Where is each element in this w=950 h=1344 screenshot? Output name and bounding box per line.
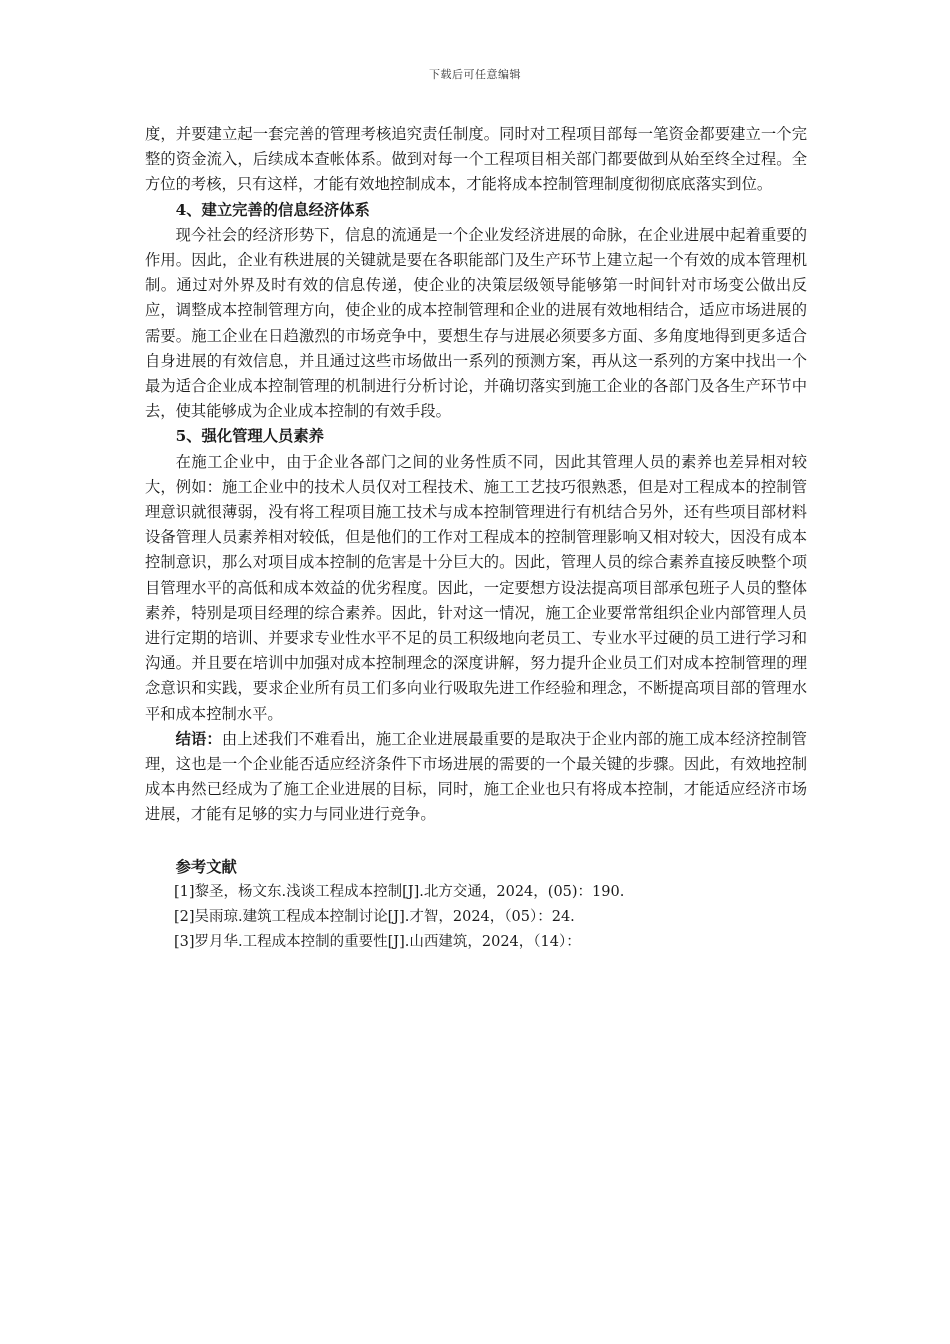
section-4-paragraph: 现今社会的经济形势下，信息的流通是一个企业发经济进展的命脉，在企业进展中起着重要的作用。因此，企业有秩进展的关键就是要在各职能部门及生产环节上建立起一个有效的成本管理机制。通过对外界及时有效的信息传递，使企业的决策层级领导能够第一时间针对市场变公做出反应，调整成本控制管理方向，使企业的成本控制管理和企业的进展有效地相结合，适应市场进展的需要。施工企业在日趋激烈的市场竞争中，要想生存与进展必须要多方面、多角度地得到更多适合自身进展的有效信息，并且通过这些市场做出一系列的预测方案，再从这一系列的方案中找出一个最为适合企业成本控制管理的机制进行分析讨论，并确切落实到施工企业的各部门及各生产环节中去，使其能够成为企业成本控制的有效手段。 (145, 225, 807, 421)
references-title: 参考文献 (175, 857, 237, 876)
continued-paragraph: 度，并要建立起一套完善的管理考核追究责任制度。同时对工程项目部每一笔资金都要建立一个完整的资金流入，后续成本查帐体系。做到对每一个工程项目相关部门都要做到从始至终全过程。全方位的考核，只有这样，才能有效地控制成本，才能将成本控制管理制度彻彻底底落实到位。 (145, 125, 807, 194)
reference-item: [1]黎圣，杨文东.浅谈工程成本控制[J].北方交通，2024，(05)：190. (174, 883, 625, 900)
reference-item: [2]吴雨琼.建筑工程成本控制讨论[J].才智，2024，（05）：24. (174, 909, 575, 926)
reference-item: [3]罗月华.工程成本控制的重要性[J].山西建筑，2024，（14）： (174, 934, 581, 951)
section-4-heading: 4、建立完善的信息经济体系 (175, 200, 370, 219)
conclusion-lead: 结语： (175, 729, 222, 748)
references-section (145, 855, 807, 956)
document-body (145, 122, 807, 956)
conclusion-paragraph (145, 727, 807, 828)
conclusion-text: 由上述我们不难看出，施工企业进展最重要的是取决于企业内部的施工成本经济控制管理，这也是一个企业能否适应经济条件下市场进展的需要的一个最关键的步骤。因此，有效地控制成本冉然已经成为了施工企业进展的目标，同时，施工企业也只有将成本控制，才能适应经济市场进展，才能有足够的实力与同业进行竞争。 (145, 729, 807, 824)
page-header: 下载后可任意编辑 (429, 68, 521, 81)
section-5-paragraph: 在施工企业中，由于企业各部门之间的业务性质不同，因此其管理人员的素养也差异相对较大，例如：施工企业中的技术人员仅对工程技术、施工工艺技巧很熟悉，但是对工程成本的控制管理意识就很薄弱，没有将工程项目施工技术与成本控制管理进行有机结合另外，还有些项目部材料设备管理人员素养相对较低，但是他们的工作对工程成本的控制管理影响又相对较大，因没有成本控制意识，那么对项目成本控制的危害是十分巨大的。因此，管理人员的综合素养直接反映整个项目管理水平的高低和成本效益的优劣程度。因此，一定要想方设法提高项目部承包班子人员的整体素养，特别是项目经理的综合素养。因此，针对这一情况，施工企业要常常组织企业内部管理人员进行定期的培训、并要求专业性水平不足的员工积级地向老员工、专业水平过硬的员工进行学习和沟通。并且要在培训中加强对成本控制理念的深度讲解，努力提升企业员工们对成本控制管理的理念意识和实践，要求企业所有员工们多向业行吸取先进工作经验和理念，不断提高项目部的管理水平和成本控制水平。 (145, 452, 807, 723)
section-5-heading: 5、强化管理人员素养 (175, 427, 324, 446)
